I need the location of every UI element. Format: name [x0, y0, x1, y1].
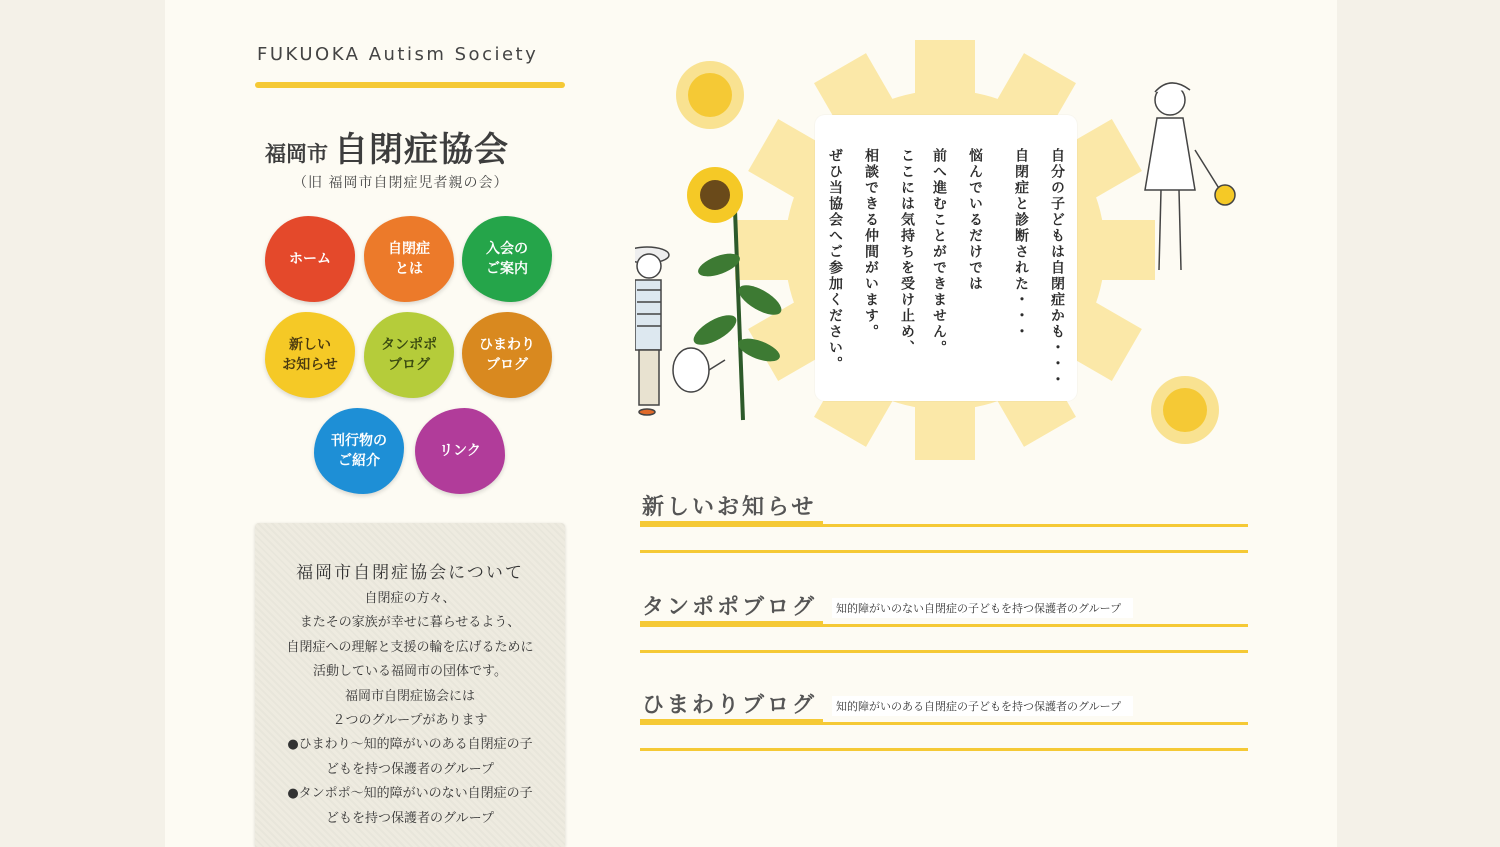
logo-title: 自閉症協会	[334, 130, 509, 170]
section-rule	[640, 722, 1248, 725]
about-line: ●タンポポ〜知的障がいのない自閉症の子	[287, 786, 533, 802]
nav-links-button[interactable]: リンク	[415, 408, 505, 494]
about-line: ●ひまわり〜知的障がいのある自閉症の子	[287, 737, 533, 753]
himawari-note: 知的障がいのある自閉症の子どもを持つ保護者のグループ	[832, 696, 1133, 716]
about-title: 福岡市自閉症協会について	[296, 563, 524, 583]
about-line: どもを持つ保護者のグループ	[326, 810, 494, 826]
nav-himawari-blog-button[interactable]: ひまわり ブログ	[462, 312, 552, 398]
about-line: 自閉症への理解と支援の輪を広げるために	[286, 639, 534, 655]
message-line: ぜひ当協会へご参加ください。	[827, 148, 843, 372]
nav-about-autism-button[interactable]: 自閉症 とは	[364, 216, 454, 302]
about-text	[263, 587, 557, 831]
site-logo[interactable]	[265, 122, 565, 171]
welcome-message-box	[815, 115, 1077, 401]
message-line: 悩んでいるだけでは	[967, 148, 983, 292]
about-line: ２つのグループがあります	[332, 713, 488, 729]
section-rule	[640, 624, 1248, 627]
tanpopo-blog-section	[640, 590, 1250, 630]
about-line: またその家族が幸せに暮らせるよう、	[299, 615, 521, 631]
message-line: ここには気持ちを受け止め、	[899, 148, 915, 356]
nav-membership-button[interactable]: 入会の ご案内	[462, 216, 552, 302]
section-rule	[640, 524, 1248, 527]
news-section	[640, 490, 1250, 530]
page	[165, 0, 1337, 847]
about-line: 自閉症の方々、	[364, 591, 456, 606]
himawari-heading-link[interactable]: ひまわりブログ	[642, 693, 818, 718]
nav-home-button[interactable]: ホーム	[265, 216, 355, 302]
logo-city: 福岡市	[265, 142, 328, 166]
logo-subtitle: （旧 福岡市自閉症児者親の会）	[293, 175, 509, 191]
message-line: 自閉症と診断された・・・	[1013, 148, 1029, 340]
nav-tanpopo-blog-button[interactable]: タンポポ ブログ	[364, 312, 454, 398]
nav-publications-button[interactable]: 刊行物の ご紹介	[314, 408, 404, 494]
about-line: 活動している福岡市の団体です。	[313, 664, 507, 680]
site-title-english: FUKUOKA Autism Society	[257, 44, 539, 65]
hero-illustration	[635, 40, 1275, 460]
about-panel	[255, 523, 565, 847]
about-line: 福岡市自閉症協会には	[344, 688, 475, 704]
section-rule	[640, 650, 1248, 653]
tanpopo-note: 知的障がいのない自閉症の子どもを持つ保護者のグループ	[832, 598, 1133, 618]
nav-news-button[interactable]: 新しい お知らせ	[265, 312, 355, 398]
child-figure	[1145, 83, 1235, 270]
message-line: 自分の子どもは自閉症かも・・・	[1049, 148, 1065, 388]
section-rule	[640, 550, 1248, 553]
news-heading-link[interactable]: 新しいお知らせ	[642, 495, 817, 520]
message-line: 前へ進むことができません。	[931, 148, 947, 356]
message-line: 相談できる仲間がいます。	[863, 148, 879, 340]
himawari-blog-section	[640, 688, 1250, 728]
title-underline	[255, 82, 565, 88]
tanpopo-heading-link[interactable]: タンポポブログ	[642, 595, 818, 620]
about-line: どもを持つ保護者のグループ	[326, 761, 494, 777]
section-rule	[640, 748, 1248, 751]
